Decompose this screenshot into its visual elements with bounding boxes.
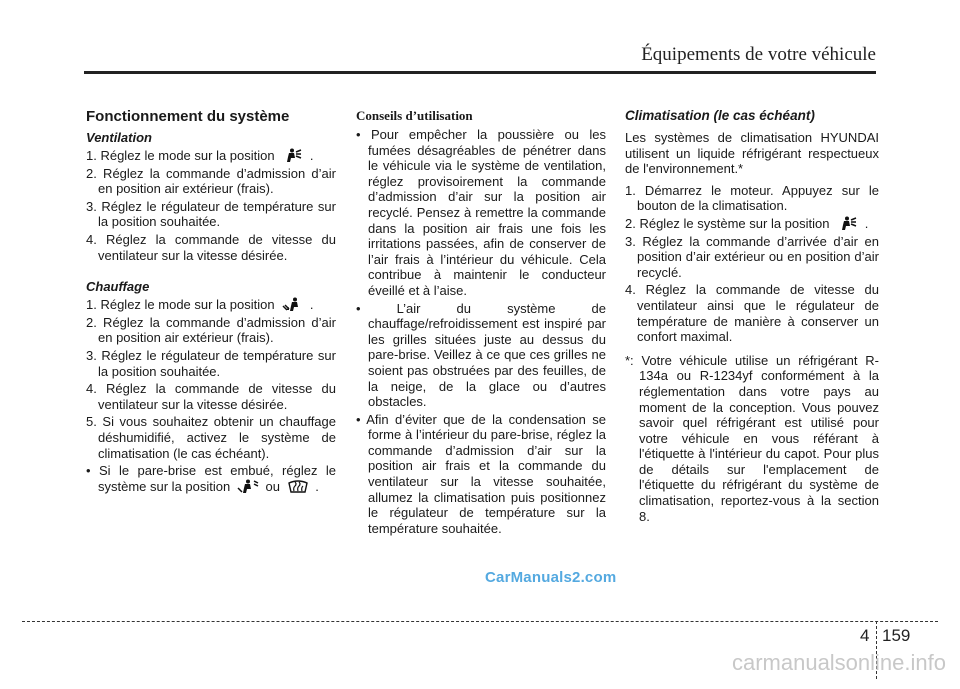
tip-bullet: • L’air du système de chauffage/refroidissement est inspiré par les grilles situées juste au dessus du pare-brise. Veillez à ce que ces grilles ne soient pas obstruées par des feuilles, de la neige, de la glace ou d’autres obstacles. [356,300,606,410]
climatisation-step-2: 2. Réglez le système sur la position . [625,215,869,231]
face-vent-mode-icon [281,148,303,163]
page-number: 159 [882,626,911,645]
chapter-number: 4 [860,626,870,645]
column-operation [86,108,336,496]
column-tips [356,108,606,538]
column-climatisation [625,108,879,524]
floor-defrost-mode-icon [237,479,259,494]
chauffage-heading: Chauffage [86,279,150,295]
chauffage-step-5: 5. Si vous souhaitez obtenir un chauffage déshumidifié, activez le système de climatisation (le cas échéant). [86,414,336,461]
tip-bullet: • Afin d’éviter que de la condensation se forme à l’intérieur du pare-brise, réglez la commande d’admission d’air sur la position air frais et la commande du ventilateur sur la vitesse souhaitée, allumez la climatisation puis positionnez le régulateur de température sur la température souhaitée. [356,411,606,536]
chauffage-step-3: 3. Réglez le régulateur de température sur la position souhaitée. [86,347,336,379]
refrigerant-note: *: Votre véhicule utilise un réfrigérant R-134a ou R-1234yf conformément à la réglementation dans votre pays au moment de la conception. Vous pouvez savoir quel réfrigérant est utilisé pour votre véhicule en vous référant à l'étiquette à l'intérieur du capot. Pour plus de détails sur l'emplacement de l'étiquette du réfrigérant du système de climatisation, reportez-vous à la section 8. [625,352,879,524]
section-title: Fonctionnement du système [86,108,290,125]
face-vent-mode-icon [836,216,858,231]
climatisation-intro: Les systèmes de climatisation HYUNDAI utilisent un liquide réfrigérant respectueux de l'environnement.* [625,130,879,177]
floor-mode-icon [281,297,303,312]
page-header-title: Équipements de votre véhicule [641,44,876,65]
climatisation-step-1: 1. Démarrez le moteur. Appuyez sur le bouton de la climatisation. [625,182,879,214]
chauffage-step-4: 4. Réglez la commande de vitesse du ventilateur sur la vitesse désirée. [86,381,336,412]
watermark-carmanuals: CarManuals2.com [485,569,617,586]
climatisation-heading: Climatisation (le cas échéant) [625,108,815,123]
ventilation-step-3: 3. Réglez le régulateur de température sur la position souhaitée. [86,198,336,230]
defrost-mode-icon [287,479,309,494]
tip-bullet: • Pour empêcher la poussière ou les fumées désagréables de pénétrer dans le véhicule via le système de ventilation, réglez provisoirement la commande d’admission d’air sur la position air recyclé. Pensez à remettre la commande dans la position air frais une fois les irritations passées, afin de conserver de l’air frais à l’intérieur du véhicule. Cela contribue à maintenir le conducteur éveillé et à l’aise. [356,127,606,298]
chauffage-step-1: 1. Réglez le mode sur la position . [86,297,314,313]
footer-site-watermark: carmanualsonline.info [731,650,946,675]
header-rule [84,71,876,74]
chauffage-bullet-defrost: • Si le pare-brise est embué, réglez le système sur la position ou . [86,463,336,494]
climatisation-step-3: 3. Réglez la commande d’arrivée d’air en position d’air extérieur ou en position d’air recyclé. [625,233,879,280]
ventilation-heading: Ventilation [86,130,152,145]
ventilation-step-1: 1. Réglez le mode sur la position . [86,148,314,163]
tips-heading: Conseils d’utilisation [356,108,473,123]
climatisation-step-4: 4. Réglez la commande de vitesse du ventilateur ainsi que le régulateur de température de manière à conserver un confort maximal. [625,282,879,345]
ventilation-step-4: 4. Réglez la commande de vitesse du ventilateur sur la vitesse désirée. [86,231,336,263]
chauffage-step-2: 2. Réglez la commande d’admission d’air en position air extérieur (frais). [86,314,336,346]
ventilation-step-2: 2. Réglez la commande d’admission d’air en position air extérieur (frais). [86,165,336,197]
footer-dashed-rule [22,621,938,622]
